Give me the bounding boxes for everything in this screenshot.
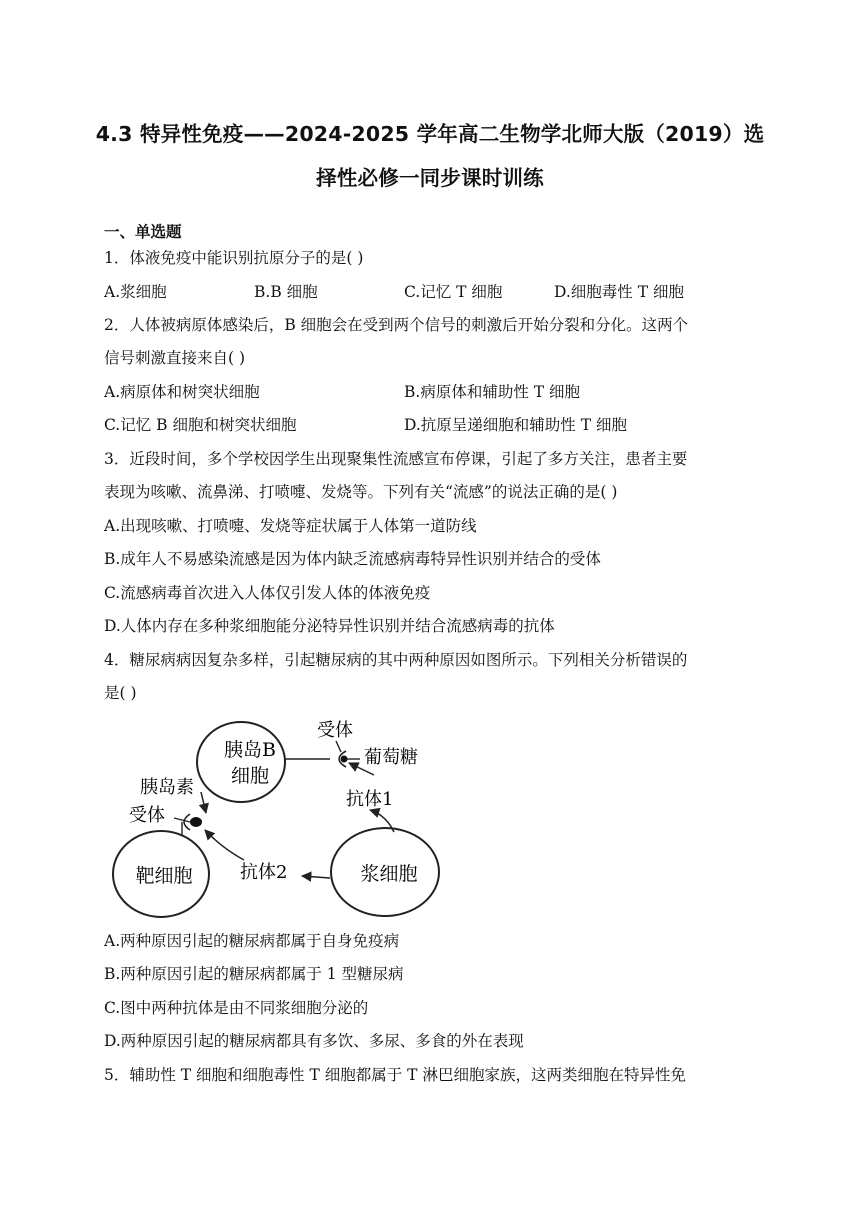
- antibody2-arrow: [302, 876, 330, 878]
- target-cell-label: 靶细胞: [135, 865, 193, 887]
- receptor-left-pointer: [174, 818, 190, 822]
- question-2-option-b: B.病原体和辅助性 T 细胞: [404, 383, 581, 401]
- question-2-stem-line-1: 2．人体被病原体感染后，B 细胞会在受到两个信号的刺激后开始分裂和分化。这两个: [104, 316, 689, 334]
- title-line-2: 择性必修一同步课时训练: [316, 166, 544, 190]
- insulin-label: 胰岛素: [140, 777, 194, 798]
- islet-b-cell-label-2: 细胞: [230, 765, 270, 787]
- question-2-option-a: A.病原体和树突状细胞: [104, 383, 260, 401]
- question-3-stem-line-2: 表现为咳嗽、流鼻涕、打喷嚏、发烧等。下列有关“流感”的说法正确的是( ): [104, 483, 618, 501]
- question-4-stem-line-2: 是( ): [104, 684, 137, 702]
- question-3-option-c: C.流感病毒首次进入人体仅引发人体的体液免疫: [104, 584, 431, 602]
- question-4-option-d: D.两种原因引起的糖尿病都具有多饮、多尿、多食的外在表现: [104, 1032, 524, 1050]
- islet-b-cell-circle: [197, 722, 285, 802]
- question-3-option-d: D.人体内存在多种浆细胞能分泌特异性识别并结合流感病毒的抗体: [104, 617, 555, 635]
- title-text: [90, 112, 770, 200]
- insulin-dot: [190, 817, 202, 827]
- question-1-stem: 1．体液免疫中能识别抗原分子的是( ): [104, 249, 364, 267]
- question-1-option-b: B.B 细胞: [254, 283, 318, 301]
- question-1-option-a: A.浆细胞: [104, 283, 167, 301]
- question-1-option-c: C.记忆 T 细胞: [404, 283, 503, 301]
- question-2-stem-line-2: 信号刺激直接来自( ): [104, 349, 246, 367]
- question-5-stem-line-1: 5．辅助性 T 细胞和细胞毒性 T 细胞都属于 T 淋巴细胞家族，这两类细胞在特异性免: [104, 1066, 686, 1084]
- title-line-1: 4.3 特异性免疫——2024-2025 学年高二生物学北师大版（2019）选: [95, 122, 765, 146]
- question-4-option-c: C.图中两种抗体是由不同浆细胞分泌的: [104, 999, 369, 1017]
- question-2-option-c: C.记忆 B 细胞和树突状细胞: [104, 416, 297, 434]
- section-heading: 一、单选题: [104, 223, 182, 241]
- question-4-option-a: A.两种原因引起的糖尿病都属于自身免疫病: [104, 932, 400, 950]
- question-3-option-a: A.出现咳嗽、打喷嚏、发烧等症状属于人体第一道防线: [104, 517, 477, 535]
- antibody2-to-receptor-arrow: [205, 830, 244, 860]
- insulin-arrow: [201, 792, 206, 813]
- question-1-option-d: D.细胞毒性 T 细胞: [554, 283, 684, 301]
- antibody2-label: 抗体2: [240, 862, 288, 883]
- question-3-stem-line-1: 3．近段时间，多个学校因学生出现聚集性流感宣布停课，引起了多方关注，患者主要: [104, 450, 688, 468]
- diabetes-cause-diagram: [104, 710, 464, 925]
- glucose-dot: [341, 756, 348, 763]
- glucose-label: 葡萄糖: [364, 747, 418, 768]
- question-3-option-b: B.成年人不易感染流感是因为体内缺乏流感病毒特异性识别并结合的受体: [104, 550, 601, 568]
- islet-b-cell-label-1: 胰岛B: [224, 739, 276, 761]
- plasma-cell-label: 浆细胞: [360, 863, 418, 885]
- receptor-top-label: 受体: [317, 720, 353, 741]
- antibody1-label: 抗体1: [346, 789, 394, 810]
- receptor-left-label: 受体: [129, 805, 165, 826]
- question-2-option-d: D.抗原呈递细胞和辅助性 T 细胞: [404, 416, 627, 434]
- question-4-option-b: B.两种原因引起的糖尿病都属于 1 型糖尿病: [104, 965, 404, 983]
- question-4-stem-line-1: 4．糖尿病病因复杂多样，引起糖尿病的其中两种原因如图所示。下列相关分析错误的: [104, 651, 688, 669]
- receptor-top-pointer: [336, 741, 341, 752]
